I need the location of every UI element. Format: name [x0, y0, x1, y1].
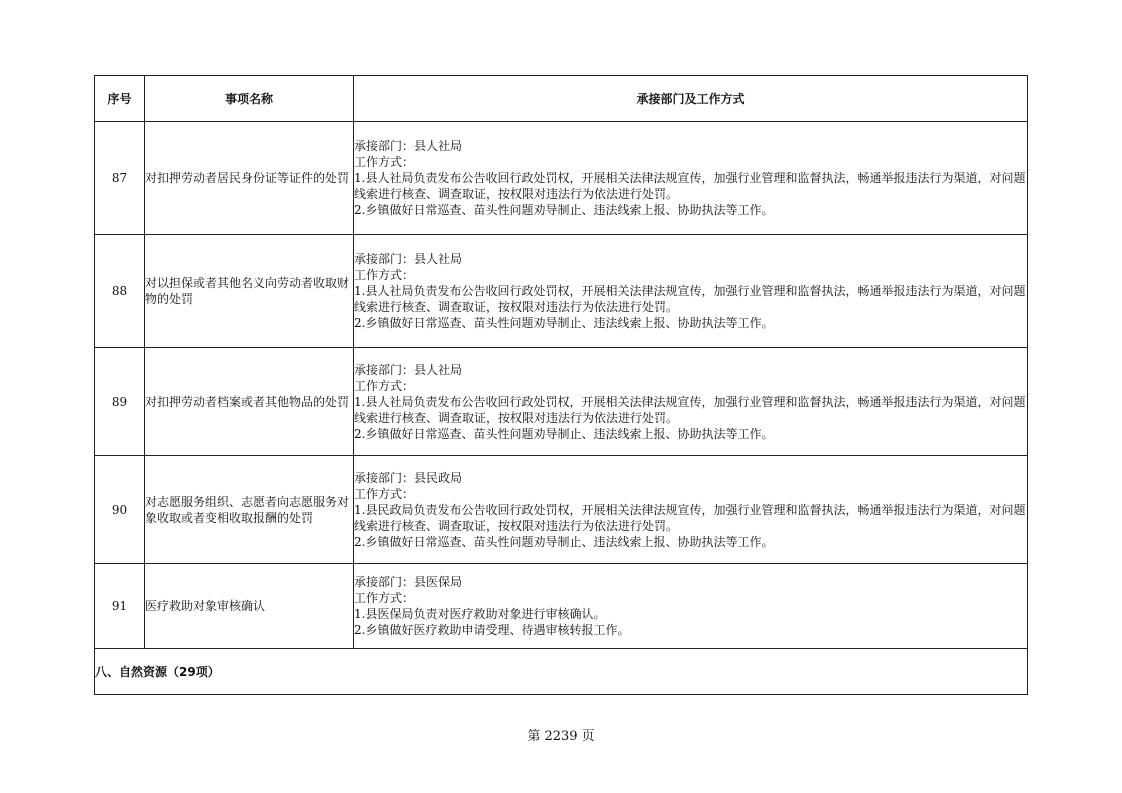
row-serial-number: 90	[95, 456, 145, 564]
table-row	[95, 456, 1028, 564]
row-department-line: 承接部门：县人社局	[354, 139, 463, 153]
table-row	[95, 122, 1028, 235]
row-item-name: 对扣押劳动者档案或者其他物品的处罚	[145, 348, 354, 456]
row-department-method	[354, 235, 1028, 348]
row-method-label: 工作方式：	[354, 268, 415, 282]
row-method-label: 工作方式：	[354, 591, 415, 605]
row-department-line: 承接部门：县民政局	[354, 470, 463, 485]
section-heading: 八、自然资源（29项）	[95, 649, 1028, 695]
row-department-line: 承接部门：县人社局	[354, 362, 463, 377]
row-method-label: 工作方式：	[354, 486, 415, 501]
row-department-line: 承接部门：县医保局	[354, 575, 463, 589]
row-method-step-2: 2.乡镇做好日常巡查、苗头性问题劝导制止、违法线索上报、协助执法等工作。	[354, 534, 774, 549]
row-method-step-2: 2.乡镇做好日常巡查、苗头性问题劝导制止、违法线索上报、协助执法等工作。	[354, 426, 774, 441]
row-department-method	[354, 348, 1028, 456]
row-department-method	[354, 456, 1028, 564]
row-method-step-1: 1.县医保局负责对医疗救助对象进行审核确认。	[354, 607, 606, 621]
row-item-name: 对扣押劳动者居民身份证等证件的处罚	[145, 122, 354, 235]
header-department-method: 承接部门及工作方式	[354, 76, 1028, 122]
table-header-row	[95, 76, 1028, 122]
page-number: 第 2239 页	[527, 729, 595, 744]
row-method-step-1: 1.县人社局负责发布公告收回行政处罚权，开展相关法律法规宣传，加强行业管理和监督执法，畅通举报违法行为渠道，对问题线索进行核查、调查取证，按权限对违法行为依法进行处罚。	[354, 394, 1026, 425]
row-department-method	[354, 564, 1028, 649]
row-serial-number: 88	[95, 235, 145, 348]
row-serial-number: 89	[95, 348, 145, 456]
header-item-name: 事项名称	[145, 76, 354, 122]
row-method-step-1: 1.县人社局负责发布公告收回行政处罚权，开展相关法律法规宣传，加强行业管理和监督执法，畅通举报违法行为渠道，对问题线索进行核查、调查取证，按权限对违法行为依法进行处罚。	[354, 171, 1026, 201]
row-method-step-1: 1.县民政局负责发布公告收回行政处罚权，开展相关法律法规宣传，加强行业管理和监督执法，畅通举报违法行为渠道，对问题线索进行核查、调查取证，按权限对违法行为依法进行处罚。	[354, 502, 1026, 533]
row-method-step-2: 2.乡镇做好医疗救助申请受理、待遇审核转报工作。	[354, 623, 630, 637]
row-method-label: 工作方式：	[354, 378, 415, 393]
table-row	[95, 235, 1028, 348]
row-method-label: 工作方式：	[354, 155, 415, 169]
section-row	[95, 649, 1028, 695]
row-method-step-1: 1.县人社局负责发布公告收回行政处罚权，开展相关法律法规宣传，加强行业管理和监督执法，畅通举报违法行为渠道，对问题线索进行核查、调查取证，按权限对违法行为依法进行处罚。	[354, 284, 1026, 314]
row-method-step-2: 2.乡镇做好日常巡查、苗头性问题劝导制止、违法线索上报、协助执法等工作。	[354, 316, 774, 330]
table-row	[95, 348, 1028, 456]
table-row	[95, 564, 1028, 649]
row-item-name: 对以担保或者其他名义向劳动者收取财物的处罚	[145, 235, 354, 348]
header-serial-number: 序号	[95, 76, 145, 122]
row-department-line: 承接部门：县人社局	[354, 252, 463, 266]
row-method-step-2: 2.乡镇做好日常巡查、苗头性问题劝导制止、违法线索上报、协助执法等工作。	[354, 203, 774, 217]
row-serial-number: 87	[95, 122, 145, 235]
row-department-method	[354, 122, 1028, 235]
row-serial-number: 91	[95, 564, 145, 649]
document-table	[94, 75, 1028, 695]
row-item-name: 医疗救助对象审核确认	[145, 564, 354, 649]
row-item-name: 对志愿服务组织、志愿者向志愿服务对象收取或者变相收取报酬的处罚	[145, 456, 354, 564]
